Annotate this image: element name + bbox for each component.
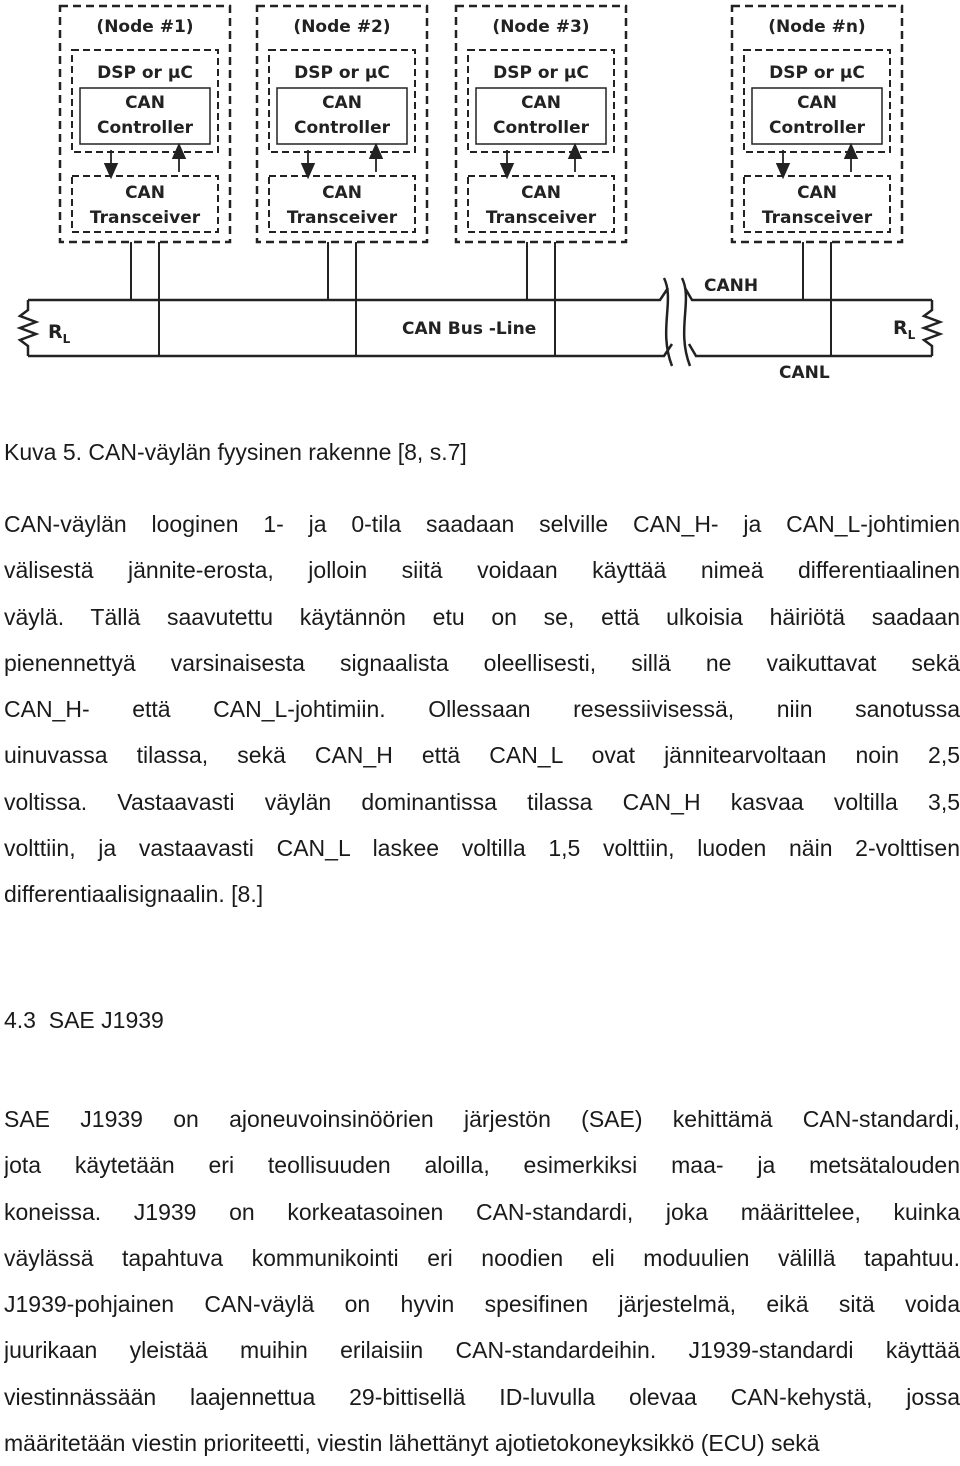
controller-label-1: CAN (797, 93, 837, 113)
text-line: volttiin, ja vastaavasti CAN_L laskee voltilla 1,5 volttiin, luoden näin 2-volttisen (4, 835, 960, 862)
section-heading: 4.3 SAE J1939 (4, 1007, 164, 1033)
controller-label-2: Controller (96, 118, 194, 138)
transceiver-label-1: CAN (322, 183, 362, 203)
figure-caption: Kuva 5. CAN-väylän fyysinen rakenne [8, s.7] (4, 439, 467, 465)
text-line: SAE J1939 on ajoneuvoinsinöörien järjestön (SAE) kehittämä CAN-standardi, (4, 1106, 960, 1132)
transceiver-label-2: Transceiver (761, 208, 873, 228)
paragraph-can-signaling (4, 501, 960, 918)
canl-label: CANL (779, 363, 830, 383)
controller-label-1: CAN (125, 93, 165, 113)
text-line: J1939-pohjainen CAN-väylä on hyvin spesifinen järjestelmä, eikä sitä voida (4, 1291, 960, 1318)
text-line: jota käytetään eri teollisuuden aloilla, esimerkiksi maa- ja metsätalouden (4, 1152, 960, 1179)
resistor-right (924, 300, 940, 356)
canh-label: CANH (704, 276, 759, 296)
node-title: (Node #n) (768, 17, 866, 37)
controller-label-1: CAN (521, 93, 561, 113)
canl-wire (28, 344, 672, 356)
controller-label-2: Controller (768, 118, 866, 138)
transceiver-label-1: CAN (797, 183, 837, 203)
text-line: juurikaan yleistää muihin erilaisiin CAN-standardeihin. J1939-standardi käyttää (4, 1337, 960, 1364)
transceiver-label-1: CAN (521, 183, 561, 203)
text-line: väylä. Tällä saavutettu käytännön etu on se, että ulkoisia häiriötä saadaan (4, 603, 960, 630)
resistor-right-label: $R_L$ (893, 317, 916, 342)
dsp-label: DSP or µC (493, 63, 589, 83)
node-3 (456, 6, 626, 356)
can-bus-diagram (0, 0, 960, 400)
dsp-label: DSP or µC (769, 63, 865, 83)
text-line: voltissa. Vastaavasti väylän dominantissa tilassa CAN_H kasvaa voltilla 3,5 (4, 788, 960, 815)
controller-label-2: Controller (293, 118, 391, 138)
dsp-label: DSP or µC (97, 63, 193, 83)
text-line: CAN-väylän looginen 1- ja 0-tila saadaan selville CAN_H- ja CAN_L-johtimien (4, 511, 960, 537)
transceiver-label-2: Transceiver (89, 208, 201, 228)
text-line: differentiaalisignaalin. [8.] (4, 881, 264, 908)
text-line: pienennettyä varsinaisesta signaalista oleellisesti, sillä ne vaikuttavat sekä (4, 649, 960, 676)
bus-line-label: CAN Bus -Line (402, 319, 537, 339)
node-4 (732, 6, 902, 356)
text-line: väylässä tapahtuva kommunikointi eri noodien eli moduulien välillä tapahtuu. (4, 1244, 960, 1271)
node-title: (Node #2) (293, 17, 391, 37)
text-line: koneissa. J1939 on korkeatasoinen CAN-standardi, joka määrittelee, kuinka (4, 1198, 960, 1225)
canh-wire (28, 288, 668, 300)
dsp-label: DSP or µC (294, 63, 390, 83)
resistor-left (20, 300, 36, 356)
transceiver-label-1: CAN (125, 183, 165, 203)
text-line: uinuvassa tilassa, sekä CAN_H että CAN_L ovat jännitearvoltaan noin 2,5 (4, 742, 960, 769)
node-title: (Node #3) (492, 17, 590, 37)
text-line: välisestä jännite-erosta, jolloin siitä voidaan käyttää nimeä differentiaalinen (4, 557, 960, 584)
node-1 (60, 6, 230, 356)
transceiver-label-2: Transceiver (286, 208, 398, 228)
node-title: (Node #1) (96, 17, 194, 37)
resistor-left-label: $R_L$ (48, 321, 71, 346)
controller-label-1: CAN (322, 93, 362, 113)
text-line: CAN_H- että CAN_L-johtimiin. Ollessaan resessiivisessä, niin sanotussa (4, 696, 960, 723)
node-2 (257, 6, 427, 356)
paragraph-sae-j1939 (4, 1096, 960, 1466)
text-line: viestinnässään laajennettua 29-bittisellä ID-luvulla olevaa CAN-kehystä, jossa (4, 1383, 960, 1410)
transceiver-label-2: Transceiver (485, 208, 597, 228)
controller-label-2: Controller (492, 118, 590, 138)
text-line: määritetään viestin prioriteetti, viestin lähettänyt ajotietokoneyksikkö (ECU) sekä (4, 1430, 820, 1457)
